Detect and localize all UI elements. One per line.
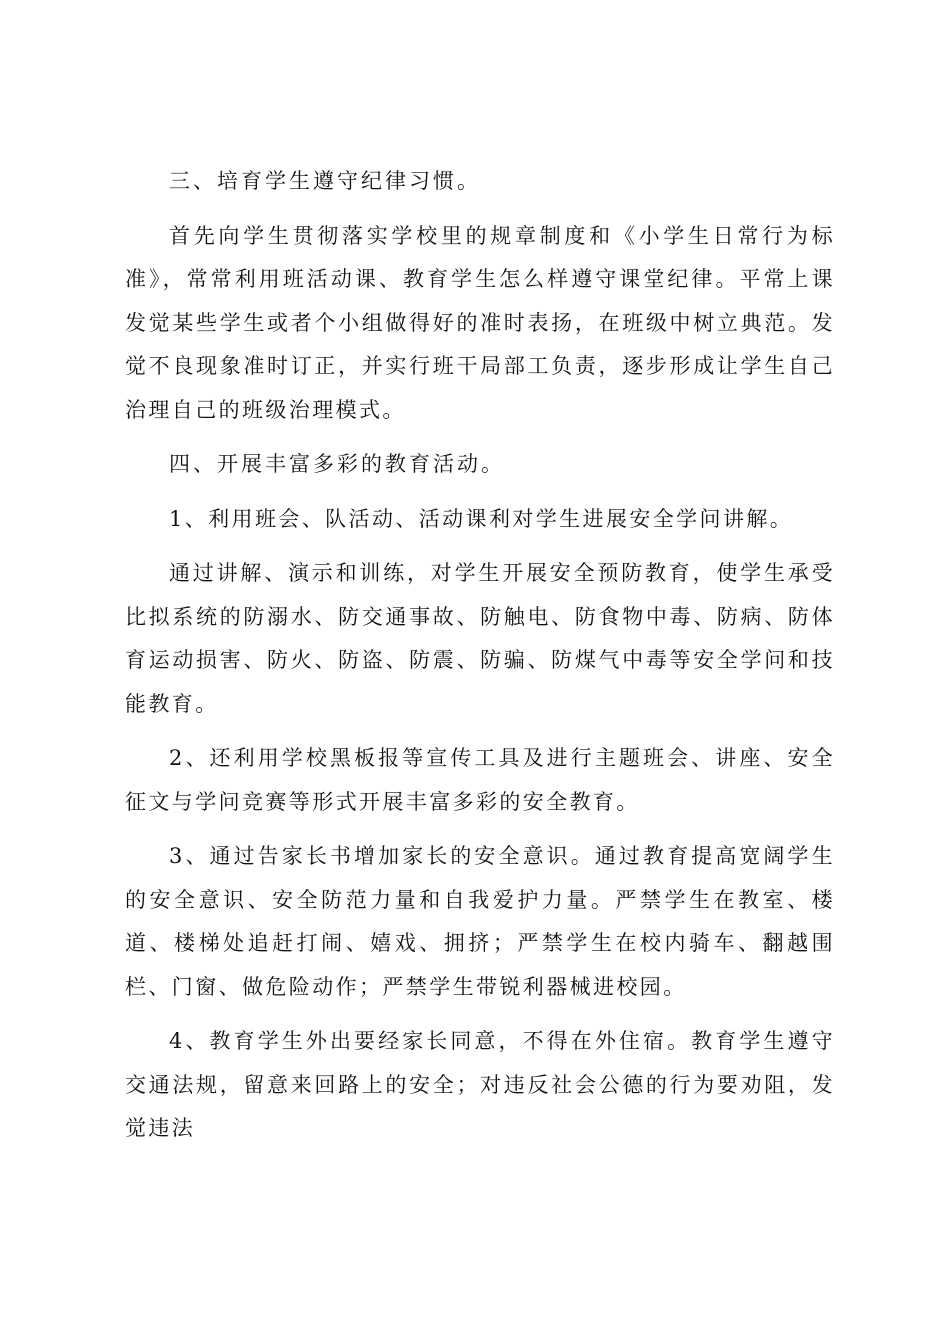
list-item-3: 3、通过告家长书增加家长的安全意识。通过教育提高宽阔学生的安全意识、安全防范力量和自我爱护力量。严禁学生在教室、楼道、楼梯处追赶打闹、嬉戏、拥挤；严禁学生在校内骑车、翻越围栏、门窗、做危险动作；严禁学生带锐利器械进校园。	[125, 844, 835, 999]
list-item-4: 4、教育学生外出要经家长同意，不得在外住宿。教育学生遵守交通法规，留意来回路上的安全；对违反社会公德的行为要劝阻，发觉违法	[125, 1029, 835, 1140]
paragraph-discipline: 首先向学生贯彻落实学校里的规章制度和《小学生日常行为标准》，常常利用班活动课、教育学生怎么样遵守课堂纪律。平常上课发觉某些学生或者个小组做得好的准时表扬，在班级中树立典范。发觉不良现象准时订正，并实行班干局部工负责，逐步形成让学生自己治理自己的班级治理模式。	[125, 223, 835, 422]
list-item-2: 2、还利用学校黑板报等宣传工具及进行主题班会、讲座、安全征文与学问竞赛等形式开展丰富多彩的安全教育。	[125, 746, 835, 814]
section-heading-3: 三、培育学生遵守纪律习惯。	[169, 169, 481, 193]
section-heading-4: 四、开展丰富多彩的教育活动。	[169, 452, 505, 476]
list-item-1: 1、利用班会、队活动、活动课利对学生进展安全学问讲解。	[169, 506, 794, 531]
document-body	[125, 160, 835, 1162]
paragraph-safety-training: 通过讲解、演示和训练，对学生开展安全预防教育，使学生承受比拟系统的防溺水、防交通事故、防触电、防食物中毒、防病、防体育运动损害、防火、防盗、防震、防骗、防煤气中毒等安全学问和技能教育。	[125, 561, 835, 716]
